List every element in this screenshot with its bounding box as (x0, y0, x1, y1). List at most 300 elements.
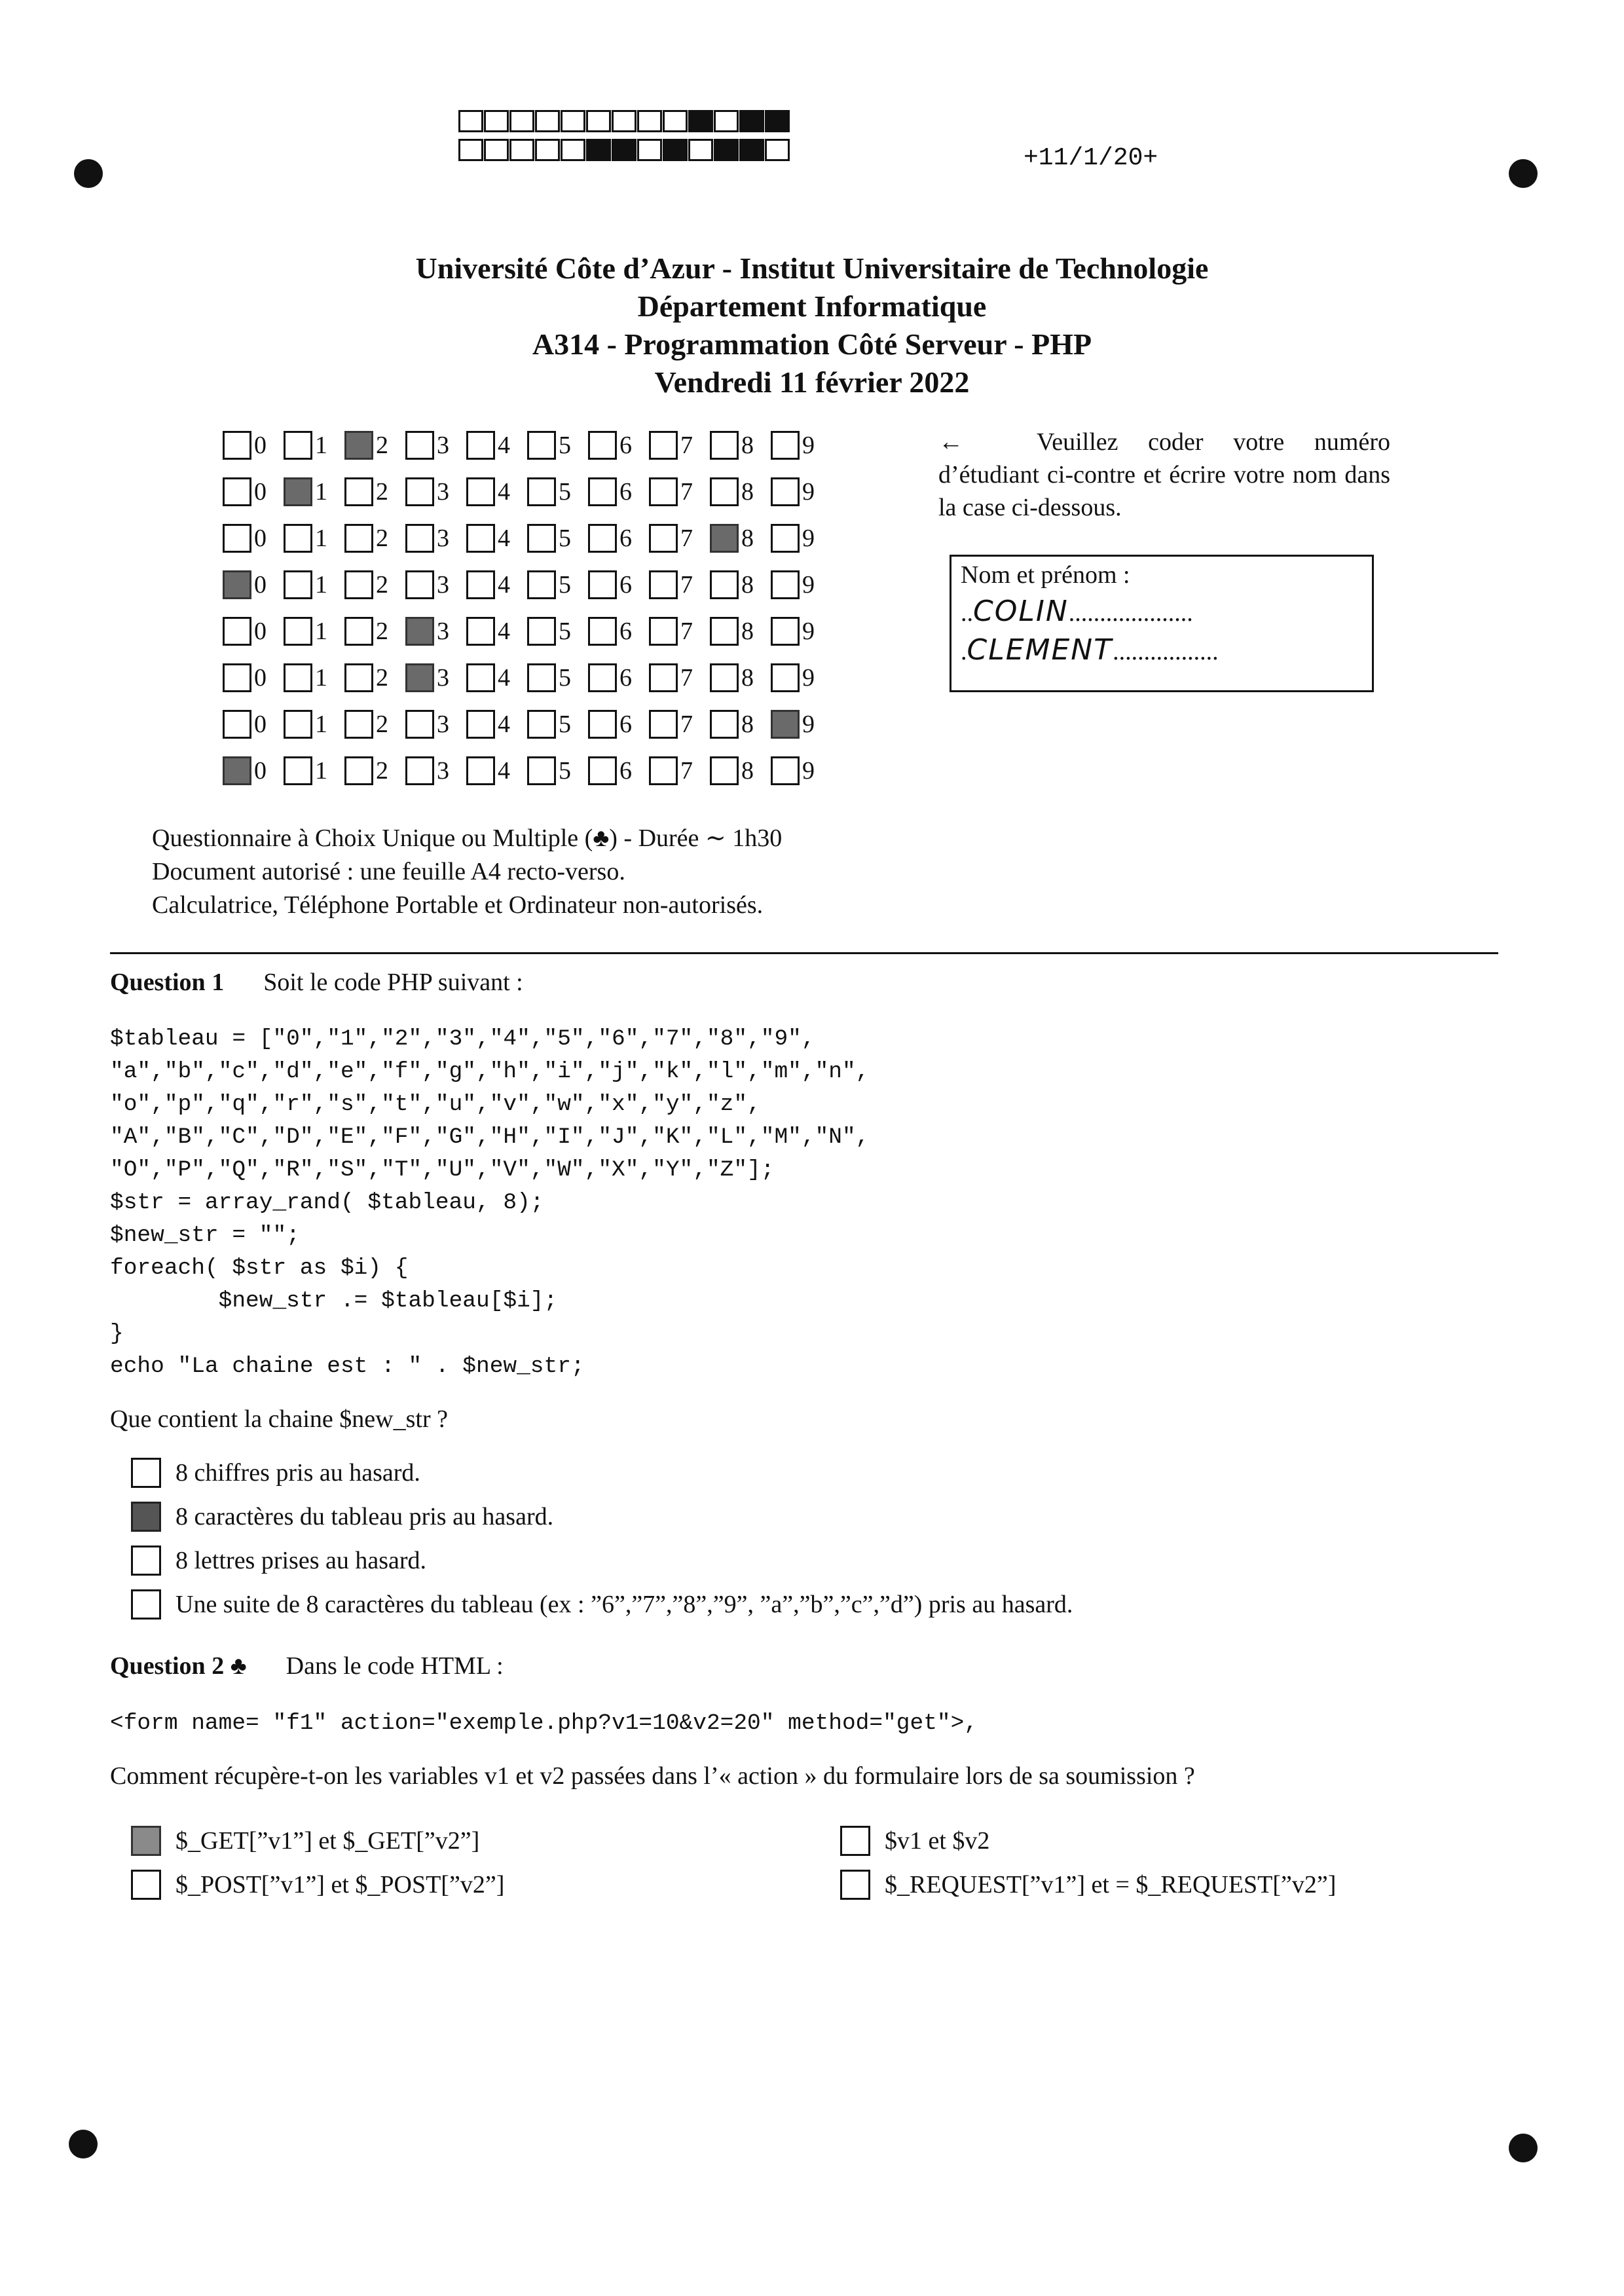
student-id-checkbox[interactable] (284, 570, 312, 599)
student-id-checkbox[interactable] (710, 570, 739, 599)
barcode-cell (484, 110, 509, 132)
barcode-cell (535, 139, 560, 161)
student-id-checkbox[interactable] (588, 431, 617, 460)
student-id-digit: 5 (559, 617, 571, 645)
student-id-cell[interactable] (344, 756, 405, 785)
barcode-cell (484, 139, 509, 161)
student-id-cell[interactable] (527, 710, 588, 739)
header-date: Vendredi 11 février 2022 (654, 365, 970, 399)
student-id-checkbox[interactable] (527, 524, 556, 553)
student-id-checkbox[interactable] (527, 617, 556, 646)
student-id-digit: 0 (254, 663, 267, 692)
student-id-checkbox[interactable] (771, 663, 800, 692)
barcode-cell (739, 139, 764, 161)
student-id-checkbox[interactable] (649, 756, 678, 785)
student-id-checkbox[interactable] (284, 524, 312, 553)
student-id-cell[interactable] (405, 570, 466, 599)
student-id-digit: 0 (254, 477, 267, 506)
student-id-checkbox[interactable] (405, 524, 434, 553)
barcode-bottom-row (458, 139, 790, 161)
student-id-digit: 9 (802, 756, 815, 785)
student-id-cell[interactable] (710, 617, 771, 646)
student-id-digit: 7 (680, 756, 693, 785)
student-id-checkbox[interactable] (466, 756, 495, 785)
student-id-digit: 6 (619, 477, 632, 506)
barcode-cell (612, 139, 637, 161)
question-1-label: Question 1 (110, 969, 225, 996)
student-id-digit: 7 (680, 524, 693, 552)
student-id-digit: 4 (498, 570, 510, 599)
question-1-title (110, 968, 523, 997)
student-id-checkbox[interactable] (223, 756, 251, 785)
student-id-cell[interactable] (649, 524, 710, 553)
student-id-cell[interactable] (223, 524, 284, 553)
student-id-checkbox[interactable] (527, 756, 556, 785)
student-id-cell[interactable] (223, 477, 284, 506)
q1-option-4-checkbox[interactable] (131, 1589, 161, 1620)
student-id-checkbox[interactable] (527, 663, 556, 692)
student-id-digit: 9 (802, 617, 815, 645)
student-id-row (223, 468, 832, 515)
student-id-cell[interactable] (344, 477, 405, 506)
registration-mark-top-left (74, 159, 103, 188)
q2-option-3-checkbox[interactable] (131, 1870, 161, 1900)
student-id-digit: 1 (315, 617, 327, 645)
header-department: Département Informatique (637, 289, 987, 323)
barcode-cell (586, 139, 611, 161)
q2-option-2-label: $v1 et $v2 (885, 1827, 990, 1855)
exam-info (152, 822, 782, 922)
student-id-checkbox[interactable] (527, 570, 556, 599)
student-id-checkbox[interactable] (527, 710, 556, 739)
student-id-digit: 8 (741, 617, 754, 645)
student-id-checkbox[interactable] (649, 663, 678, 692)
student-id-checkbox[interactable] (344, 756, 373, 785)
student-id-cell[interactable] (223, 663, 284, 692)
student-id-digit: 6 (619, 663, 632, 692)
student-id-checkbox[interactable] (527, 431, 556, 460)
student-id-checkbox[interactable] (223, 617, 251, 646)
handwritten-last-name: COLIN (973, 595, 1069, 628)
student-id-digit: 7 (680, 570, 693, 599)
student-id-cell[interactable] (405, 431, 466, 460)
student-id-checkbox[interactable] (771, 477, 800, 506)
student-id-checkbox[interactable] (771, 570, 800, 599)
student-id-checkbox[interactable] (466, 570, 495, 599)
student-id-digit: 4 (498, 431, 510, 459)
student-id-cell[interactable] (771, 617, 832, 646)
student-id-checkbox[interactable] (771, 431, 800, 460)
student-id-cell[interactable] (710, 524, 771, 553)
student-id-checkbox[interactable] (223, 570, 251, 599)
student-id-digit: 4 (498, 756, 510, 785)
student-id-digit: 9 (802, 570, 815, 599)
student-id-checkbox[interactable] (710, 617, 739, 646)
student-id-checkbox[interactable] (466, 710, 495, 739)
name-line-2: .CLEMENT................. (961, 633, 1219, 667)
student-id-checkbox[interactable] (588, 663, 617, 692)
student-id-digit: 0 (254, 570, 267, 599)
student-id-cell[interactable] (710, 756, 771, 785)
student-id-cell[interactable] (223, 617, 284, 646)
student-id-checkbox[interactable] (466, 524, 495, 553)
student-id-digit: 4 (498, 524, 510, 552)
student-id-cell[interactable] (771, 663, 832, 692)
student-id-cell[interactable] (649, 617, 710, 646)
student-id-checkbox[interactable] (223, 524, 251, 553)
student-id-cell[interactable] (588, 524, 649, 553)
barcode-cell (509, 110, 534, 132)
student-id-cell[interactable] (284, 756, 344, 785)
student-id-cell[interactable] (223, 756, 284, 785)
barcode-cell (714, 110, 739, 132)
student-id-digit: 1 (315, 477, 327, 506)
student-id-cell[interactable] (405, 617, 466, 646)
student-id-checkbox[interactable] (344, 431, 373, 460)
student-id-cell[interactable] (771, 524, 832, 553)
student-id-checkbox[interactable] (344, 663, 373, 692)
student-id-cell[interactable] (710, 710, 771, 739)
student-id-cell[interactable] (771, 756, 832, 785)
student-id-cell[interactable] (466, 663, 527, 692)
student-id-checkbox[interactable] (771, 617, 800, 646)
student-id-digit: 3 (437, 477, 449, 506)
barcode-cell (688, 110, 713, 132)
q2-option-4-checkbox[interactable] (840, 1870, 870, 1900)
barcode-cell (458, 110, 483, 132)
registration-mark-bottom-left (69, 2130, 98, 2158)
q1-option-4-label: Une suite de 8 caractères du tableau (ex : ”6”,”7”,”8”,”9”, ”a”,”b”,”c”,”d”) pris au hasard. (175, 1591, 1073, 1618)
student-id-row (223, 608, 832, 654)
student-id-checkbox[interactable] (223, 431, 251, 460)
student-id-checkbox[interactable] (405, 710, 434, 739)
student-id-checkbox[interactable] (223, 663, 251, 692)
student-id-checkbox[interactable] (649, 710, 678, 739)
student-id-checkbox[interactable] (284, 477, 312, 506)
q1-option-1-checkbox[interactable] (131, 1458, 161, 1488)
student-id-digit: 6 (619, 570, 632, 599)
q1-option-2-checkbox[interactable] (131, 1502, 161, 1532)
header-course: A314 - Programmation Côté Serveur - PHP (532, 327, 1092, 361)
student-id-checkbox[interactable] (344, 617, 373, 646)
student-id-digit: 3 (437, 663, 449, 692)
q1-option-3-label: 8 lettres prises au hasard. (175, 1547, 427, 1574)
student-id-cell[interactable] (344, 617, 405, 646)
student-id-cell[interactable] (649, 710, 710, 739)
student-id-digit: 6 (619, 617, 632, 645)
student-id-cell[interactable] (284, 617, 344, 646)
student-id-digit: 2 (376, 570, 388, 599)
student-id-cell[interactable] (527, 756, 588, 785)
student-id-cell[interactable] (527, 431, 588, 460)
student-id-digit: 2 (376, 756, 388, 785)
arrow-left-icon: ← (938, 428, 963, 456)
student-id-cell[interactable] (284, 663, 344, 692)
student-id-digit: 0 (254, 431, 267, 459)
student-id-cell[interactable] (588, 710, 649, 739)
student-id-checkbox[interactable] (771, 524, 800, 553)
student-id-checkbox[interactable] (344, 524, 373, 553)
barcode-cell (509, 139, 534, 161)
student-id-digit: 2 (376, 617, 388, 645)
question-2-prompt: Comment récupère-t-on les variables v1 et v2 passées dans l’« action » du formulaire lors de sa soumission ? (110, 1762, 1195, 1790)
student-id-checkbox[interactable] (649, 431, 678, 460)
student-id-digit: 7 (680, 617, 693, 645)
student-id-digit: 6 (619, 431, 632, 459)
student-id-checkbox[interactable] (223, 477, 251, 506)
student-id-digit: 7 (680, 710, 693, 738)
student-id-checkbox[interactable] (466, 477, 495, 506)
student-id-cell[interactable] (649, 570, 710, 599)
student-id-checkbox[interactable] (344, 570, 373, 599)
student-id-cell[interactable] (466, 710, 527, 739)
student-id-cell[interactable] (344, 524, 405, 553)
student-id-cell[interactable] (588, 477, 649, 506)
q2-option-2-checkbox[interactable] (840, 1826, 870, 1856)
student-id-cell[interactable] (223, 570, 284, 599)
student-id-checkbox[interactable] (466, 617, 495, 646)
name-box[interactable] (950, 555, 1374, 692)
student-id-cell[interactable] (284, 710, 344, 739)
student-id-checkbox[interactable] (588, 617, 617, 646)
student-id-checkbox[interactable] (405, 756, 434, 785)
student-id-cell[interactable] (710, 663, 771, 692)
student-id-cell[interactable] (527, 570, 588, 599)
student-id-row (223, 515, 832, 561)
student-id-cell[interactable] (284, 477, 344, 506)
student-id-checkbox[interactable] (588, 524, 617, 553)
student-id-checkbox[interactable] (466, 663, 495, 692)
student-id-cell[interactable] (588, 756, 649, 785)
barcode-cell (561, 110, 585, 132)
student-id-digit: 9 (802, 477, 815, 506)
q2-option-4[interactable] (840, 1870, 1336, 1900)
student-id-cell[interactable] (466, 477, 527, 506)
student-id-checkbox[interactable] (344, 477, 373, 506)
q2-option-3[interactable] (131, 1870, 504, 1900)
student-id-digit: 4 (498, 710, 510, 738)
student-id-cell[interactable] (284, 431, 344, 460)
barcode-cell (637, 139, 662, 161)
student-id-cell[interactable] (588, 570, 649, 599)
student-id-checkbox[interactable] (284, 710, 312, 739)
q1-option-2[interactable] (131, 1502, 553, 1532)
q2-option-1[interactable] (131, 1826, 479, 1856)
student-id-checkbox[interactable] (710, 663, 739, 692)
student-id-cell[interactable] (405, 477, 466, 506)
student-id-cell[interactable] (344, 710, 405, 739)
student-id-cell[interactable] (466, 617, 527, 646)
exam-info-line-3: Calculatrice, Téléphone Portable et Ordinateur non-autorisés. (152, 891, 764, 919)
student-id-digit: 9 (802, 710, 815, 738)
barcode-cell (765, 139, 790, 161)
handwritten-first-name: CLEMENT (967, 633, 1113, 667)
student-id-cell[interactable] (466, 524, 527, 553)
question-2-intro: Dans le code HTML : (286, 1652, 504, 1680)
header-university: Université Côte d’Azur - Institut Universitaire de Technologie (415, 251, 1209, 285)
student-id-checkbox[interactable] (588, 570, 617, 599)
barcode-cell (765, 110, 790, 132)
student-id-digit: 3 (437, 431, 449, 459)
student-id-cell[interactable] (527, 617, 588, 646)
student-id-cell[interactable] (771, 477, 832, 506)
student-id-checkbox[interactable] (771, 756, 800, 785)
student-id-checkbox[interactable] (710, 431, 739, 460)
student-id-cell[interactable] (649, 431, 710, 460)
q1-option-1-label: 8 chiffres pris au hasard. (175, 1459, 420, 1487)
student-id-digit: 5 (559, 524, 571, 552)
student-id-checkbox[interactable] (710, 524, 739, 553)
student-id-cell[interactable] (344, 663, 405, 692)
student-id-digit: 2 (376, 524, 388, 552)
student-id-cell[interactable] (527, 524, 588, 553)
student-id-cell[interactable] (223, 431, 284, 460)
student-id-digit: 2 (376, 431, 388, 459)
student-id-digit: 5 (559, 710, 571, 738)
student-id-digit: 6 (619, 710, 632, 738)
id-instructions (938, 426, 1390, 524)
student-id-cell[interactable] (649, 477, 710, 506)
student-id-checkbox[interactable] (649, 570, 678, 599)
student-id-checkbox[interactable] (405, 570, 434, 599)
student-id-checkbox[interactable] (649, 617, 678, 646)
student-id-cell[interactable] (649, 756, 710, 785)
student-id-cell[interactable] (527, 663, 588, 692)
barcode-cell (739, 110, 764, 132)
q1-option-3-checkbox[interactable] (131, 1546, 161, 1576)
student-id-checkbox[interactable] (284, 431, 312, 460)
question-1-code: $tableau = ["0","1","2","3","4","5","6","7","8","9", "a","b","c","d","e","f","g","h","i","j","k","l","m","n", "o","p","q","r","s","t","u","v","w","x","y","z", "A","B","C","D","E","F","G","H","I","J","K","L","M","N", "O","P","Q","R","S","T","U","V","W","X","Y","Z"]; $str = array_rand( $tableau, 8); $new_str = ""; foreach( $str as $i) { $new_str .= $tableau[$i]; } echo "La chaine est : " . $new_str; (110, 1026, 870, 1379)
student-id-cell[interactable] (405, 756, 466, 785)
student-id-digit: 0 (254, 524, 267, 552)
student-id-digit: 5 (559, 663, 571, 692)
student-id-row (223, 701, 832, 747)
student-id-checkbox[interactable] (284, 756, 312, 785)
student-id-cell[interactable] (405, 524, 466, 553)
student-id-checkbox[interactable] (588, 477, 617, 506)
student-id-cell[interactable] (588, 663, 649, 692)
student-id-checkbox[interactable] (710, 756, 739, 785)
barcode-cell (535, 110, 560, 132)
student-id-checkbox[interactable] (405, 431, 434, 460)
question-2-code: <form name= "f1" action="exemple.php?v1=10&v2=20" method="get">, (110, 1711, 978, 1736)
student-id-digit: 1 (315, 431, 327, 459)
student-id-digit: 5 (559, 477, 571, 506)
student-id-digit: 2 (376, 663, 388, 692)
student-id-checkbox[interactable] (344, 710, 373, 739)
student-id-cell[interactable] (284, 570, 344, 599)
q2-option-1-label: $_GET[”v1”] et $_GET[”v2”] (175, 1827, 480, 1855)
student-id-cell[interactable] (466, 431, 527, 460)
registration-mark-top-right (1509, 159, 1538, 188)
student-id-checkbox[interactable] (405, 617, 434, 646)
q1-option-1[interactable] (131, 1458, 420, 1488)
exam-info-line-1: Questionnaire à Choix Unique ou Multiple (♣) - Durée ∼ 1h30 (152, 824, 783, 852)
student-id-checkbox[interactable] (284, 663, 312, 692)
student-id-checkbox[interactable] (710, 477, 739, 506)
student-id-checkbox[interactable] (223, 710, 251, 739)
student-id-digit: 1 (315, 663, 327, 692)
student-id-cell[interactable] (284, 524, 344, 553)
barcode-cell (586, 110, 611, 132)
student-id-checkbox[interactable] (527, 477, 556, 506)
student-id-digit: 1 (315, 756, 327, 785)
student-id-cell[interactable] (344, 431, 405, 460)
q1-option-4[interactable] (131, 1589, 1073, 1620)
student-id-digit: 8 (741, 524, 754, 552)
student-id-digit: 8 (741, 756, 754, 785)
name-line-1: ..COLIN.................... (961, 595, 1193, 628)
question-2-title (110, 1652, 504, 1680)
student-id-cell[interactable] (710, 570, 771, 599)
student-id-cell[interactable] (405, 663, 466, 692)
student-id-cell[interactable] (405, 710, 466, 739)
student-id-digit: 8 (741, 663, 754, 692)
barcode-cell (561, 139, 585, 161)
student-id-cell[interactable] (771, 710, 832, 739)
student-id-digit: 9 (802, 524, 815, 552)
student-id-cell[interactable] (527, 477, 588, 506)
student-id-cell[interactable] (344, 570, 405, 599)
student-id-digit: 7 (680, 663, 693, 692)
student-id-checkbox[interactable] (710, 710, 739, 739)
student-id-checkbox[interactable] (649, 524, 678, 553)
student-id-digit: 8 (741, 710, 754, 738)
student-id-digit: 2 (376, 477, 388, 506)
student-id-digit: 6 (619, 524, 632, 552)
instructions-text: Veuillez coder votre numéro d’étudiant ci-contre et écrire votre nom dans la case ci-dessous. (938, 428, 1390, 521)
student-id-cell[interactable] (771, 431, 832, 460)
barcode-cell (612, 110, 637, 132)
q2-option-2[interactable] (840, 1826, 989, 1856)
student-id-cell[interactable] (771, 570, 832, 599)
student-id-checkbox[interactable] (405, 663, 434, 692)
student-id-cell[interactable] (588, 431, 649, 460)
student-id-checkbox[interactable] (771, 710, 800, 739)
student-id-digit: 3 (437, 570, 449, 599)
q1-option-3[interactable] (131, 1546, 426, 1576)
student-id-cell[interactable] (466, 570, 527, 599)
student-id-digit: 4 (498, 617, 510, 645)
student-id-cell[interactable] (588, 617, 649, 646)
barcode-cell (637, 110, 662, 132)
q1-option-2-label: 8 caractères du tableau pris au hasard. (175, 1503, 554, 1530)
student-id-checkbox[interactable] (649, 477, 678, 506)
page-code: +11/1/20+ (1024, 144, 1158, 172)
student-id-cell[interactable] (710, 431, 771, 460)
student-id-digit: 3 (437, 617, 449, 645)
student-id-digit: 5 (559, 756, 571, 785)
student-id-row (223, 747, 832, 794)
student-id-digit: 9 (802, 663, 815, 692)
q2-option-1-checkbox[interactable] (131, 1826, 161, 1856)
student-id-cell[interactable] (649, 663, 710, 692)
q2-option-3-label: $_POST[”v1”] et $_POST[”v2”] (175, 1871, 505, 1898)
student-id-checkbox[interactable] (588, 756, 617, 785)
name-box-label: Nom et prénom : (961, 561, 1130, 589)
student-id-digit: 6 (619, 756, 632, 785)
barcode-cell (714, 139, 739, 161)
student-id-checkbox[interactable] (466, 431, 495, 460)
student-id-digit: 4 (498, 663, 510, 692)
student-id-cell[interactable] (710, 477, 771, 506)
student-id-checkbox[interactable] (588, 710, 617, 739)
student-id-cell[interactable] (466, 756, 527, 785)
student-id-checkbox[interactable] (405, 477, 434, 506)
student-id-cell[interactable] (223, 710, 284, 739)
student-id-checkbox[interactable] (284, 617, 312, 646)
student-id-row (223, 561, 832, 608)
